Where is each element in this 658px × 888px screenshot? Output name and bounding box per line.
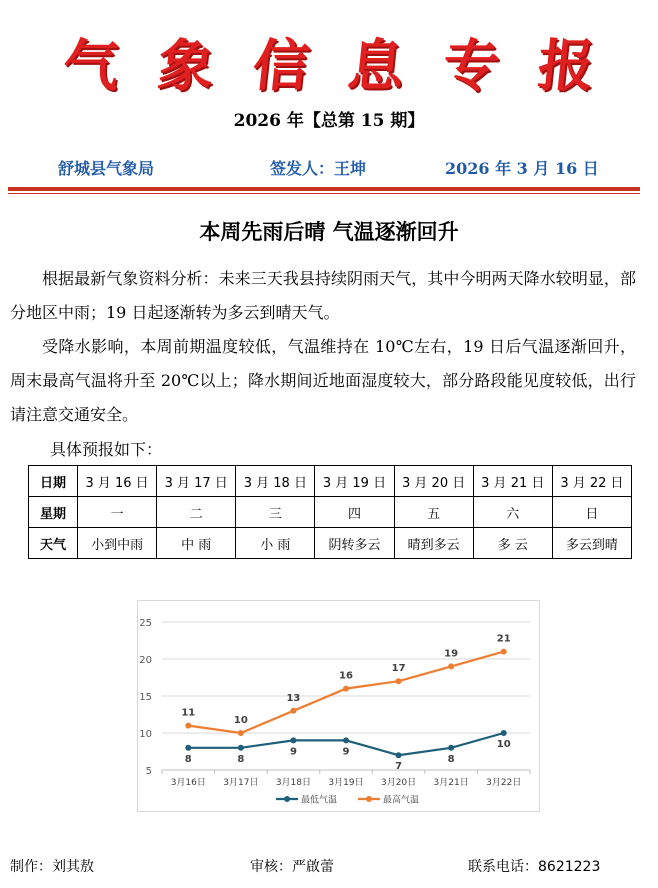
masthead-char: 息 (344, 33, 408, 99)
table-row (29, 497, 632, 528)
issue-number: 2026 年【总第 15 期】 (233, 111, 425, 131)
date-cell: 3 月 20 日 (394, 466, 473, 497)
signer: 签发人：王坤 (270, 159, 367, 178)
date-cell: 3 月 18 日 (236, 466, 315, 497)
data-label: 9 (289, 746, 297, 758)
data-label: 13 (286, 692, 301, 704)
legend-marker (284, 796, 290, 802)
y-tick-label: 15 (139, 692, 152, 703)
temperature-chart-svg (138, 601, 539, 811)
data-label: 19 (444, 648, 459, 660)
masthead-char: 专 (439, 33, 503, 99)
y-tick-label: 20 (139, 655, 152, 666)
x-tick-label: 3月19日 (328, 778, 364, 788)
weekday-cell: 三 (236, 497, 315, 528)
y-tick-label: 5 (145, 766, 152, 777)
data-point (501, 730, 507, 736)
weekday-cell: 二 (157, 497, 236, 528)
data-point (238, 745, 244, 751)
weekday-cell: 六 (473, 497, 552, 528)
x-tick-label: 3月18日 (275, 778, 312, 788)
weather-cell: 阴转多云 (315, 528, 394, 559)
date-cell: 3 月 22 日 (552, 466, 631, 497)
x-tick-label: 3月17日 (223, 778, 259, 788)
data-point (396, 752, 402, 758)
row-label-weather: 天气 (29, 528, 78, 559)
masthead-char: 象 (154, 33, 218, 99)
data-label: 11 (181, 707, 196, 719)
header-divider-thin (8, 193, 640, 194)
weather-cell: 多云到晴 (552, 528, 631, 559)
y-tick-label: 10 (139, 729, 152, 740)
data-point (448, 745, 454, 751)
masthead-char: 信 (249, 33, 313, 99)
data-point (290, 708, 296, 714)
date-cell: 3 月 21 日 (473, 466, 552, 497)
weather-cell: 多 云 (473, 528, 552, 559)
weather-cell: 小 雨 (236, 528, 315, 559)
x-tick-label: 3月22日 (486, 778, 522, 788)
data-point (290, 737, 296, 743)
data-label: 16 (339, 670, 353, 682)
data-label: 8 (237, 753, 245, 765)
date-cell: 3 月 19 日 (315, 466, 394, 497)
headline: 本周先雨后晴 气温逐渐回升 (199, 219, 459, 244)
row-label-date: 日期 (29, 466, 78, 497)
data-label: 10 (496, 739, 511, 750)
masthead-char: 气 (59, 33, 123, 99)
data-label: 10 (233, 715, 248, 726)
data-point (343, 686, 349, 692)
forecast-intro: 具体预报如下： (50, 440, 163, 459)
data-point (501, 649, 507, 655)
masthead-char: 报 (534, 33, 598, 99)
x-tick-label: 3月20日 (380, 778, 417, 788)
meta-row (55, 156, 615, 182)
weekday-cell: 五 (394, 497, 473, 528)
forecast-table (28, 465, 632, 559)
data-label: 8 (184, 753, 192, 765)
reviewer: 审核：严啟蕾 (250, 859, 334, 875)
data-label: 8 (447, 753, 455, 765)
legend-entry: 最高气温 (383, 795, 420, 806)
date-cell: 3 月 17 日 (157, 466, 236, 497)
data-point (343, 737, 349, 743)
issue-date: 2026 年 3 月 16 日 (445, 159, 599, 178)
data-label: 17 (391, 663, 406, 675)
masthead-title (0, 22, 658, 102)
y-tick-label: 25 (139, 618, 152, 629)
data-label: 9 (342, 746, 350, 758)
paragraph: 受降水影响，本周前期温度较低，气温维持在 10℃左右，19 日后气温逐渐回升，周末最高气温将升至 20℃以上；降水期间近地面湿度较大，部分路段能见度较低，出行请注意交通安全。 (10, 337, 636, 424)
data-label: 7 (395, 761, 403, 773)
x-tick-label: 3月16日 (170, 778, 206, 788)
date-cell: 3 月 16 日 (78, 466, 157, 497)
table-row (29, 466, 632, 497)
data-point (238, 730, 244, 736)
x-tick-label: 3月21日 (433, 778, 469, 788)
data-point (448, 663, 454, 669)
weekday-cell: 四 (315, 497, 394, 528)
weather-cell: 小到中雨 (78, 528, 157, 559)
weather-cell: 晴到多云 (394, 528, 473, 559)
data-label: 21 (496, 633, 511, 645)
data-point (185, 745, 191, 751)
weekday-cell: 一 (78, 497, 157, 528)
legend-marker (366, 796, 372, 802)
producer: 制作：刘其敖 (10, 859, 94, 875)
issuing-organization: 舒城县气象局 (58, 159, 155, 178)
data-point (396, 678, 402, 684)
header-divider (8, 187, 640, 191)
contact-phone: 联系电话：8621223 (468, 859, 601, 875)
table-row (29, 528, 632, 559)
data-point (185, 723, 191, 729)
paragraph: 根据最新气象资料分析：未来三天我县持续阴雨天气，其中今明两天降水较明显，部分地区中雨；19 日起逐渐转为多云到晴天气。 (10, 269, 636, 322)
weather-cell: 中 雨 (157, 528, 236, 559)
row-label-weekday: 星期 (29, 497, 78, 528)
weekday-cell: 日 (552, 497, 631, 528)
temperature-chart (137, 600, 540, 812)
legend-entry: 最低气温 (301, 795, 338, 806)
